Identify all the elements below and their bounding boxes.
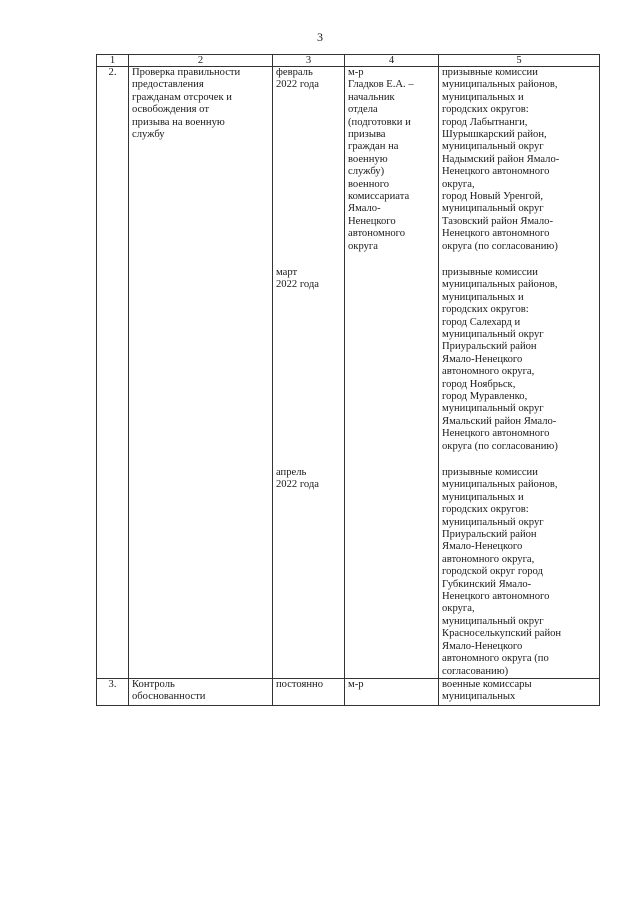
participants-february: призывные комиссии муниципальных районов, муниципальных и городских округов: город Лабытнанги, Шурышкарский район, муниципальный округ Надымский район Ямало- Ненецкого автономного округа, город Новый Уренгой, муниципальный округ Тазовский район Ямало- Ненецкого автономного округа (по согласованию) (442, 67, 560, 252)
activity-text: Проверка правильности предоставления гражданам отсрочек и освобождения от призыва на военную службу (132, 67, 241, 141)
participants-cell (439, 678, 600, 705)
table-row (97, 678, 600, 705)
column-header: 4 (345, 55, 439, 67)
activity-text: Контроль обоснованности (132, 678, 206, 703)
period-april: апрель 2022 года (276, 467, 320, 491)
activity-cell (129, 678, 273, 705)
plan-table (96, 54, 600, 706)
column-header: 5 (439, 55, 600, 67)
participants-cell (439, 67, 600, 679)
activity-cell (129, 67, 273, 679)
table-header-row (97, 55, 600, 67)
row-number: 2. (97, 67, 129, 679)
period-cell (273, 678, 345, 705)
column-header: 1 (97, 55, 129, 67)
participants-text: военные комиссары муниципальных (442, 678, 532, 703)
period-cell (273, 67, 345, 679)
responsible-text: м-р (348, 678, 364, 690)
period-text: постоянно (276, 678, 324, 690)
blank-area (0, 768, 640, 905)
column-header: 3 (273, 55, 345, 67)
page-number: 3 (317, 30, 323, 44)
participants-april: призывные комиссии муниципальных районов, муниципальных и городских округов: муниципальный округ Приуральский район Ямало-Ненецкого автономного округа, городской округ город Губкинский Ямало- Ненецкого автономного округа, муниципальный округ Красноселькупский район Ямало-Ненецкого автономного округа (по согласованию) (442, 467, 562, 677)
responsible-cell (345, 67, 439, 679)
row-number: 3. (97, 678, 129, 705)
participants-march: призывные комиссии муниципальных районов, муниципальных и городских округов: город Салехард и муниципальный округ Приуральский район Ямало-Ненецкого автономного округа, город Ноябрьск, город Муравленко, муниципальный округ Ямальский район Ямало- Ненецкого автономного округа (по согласованию) (442, 267, 558, 452)
responsible-cell (345, 678, 439, 705)
column-header: 2 (129, 55, 273, 67)
period-march: март 2022 года (276, 267, 320, 291)
responsible-text: м-р Гладков Е.А. – начальник отдела (подготовки и призыва граждан на военную службу) военного комиссариата Ямало- Ненецкого автономного округа (348, 67, 414, 252)
table-row (97, 67, 600, 679)
period-february: февраль 2022 года (276, 67, 320, 91)
